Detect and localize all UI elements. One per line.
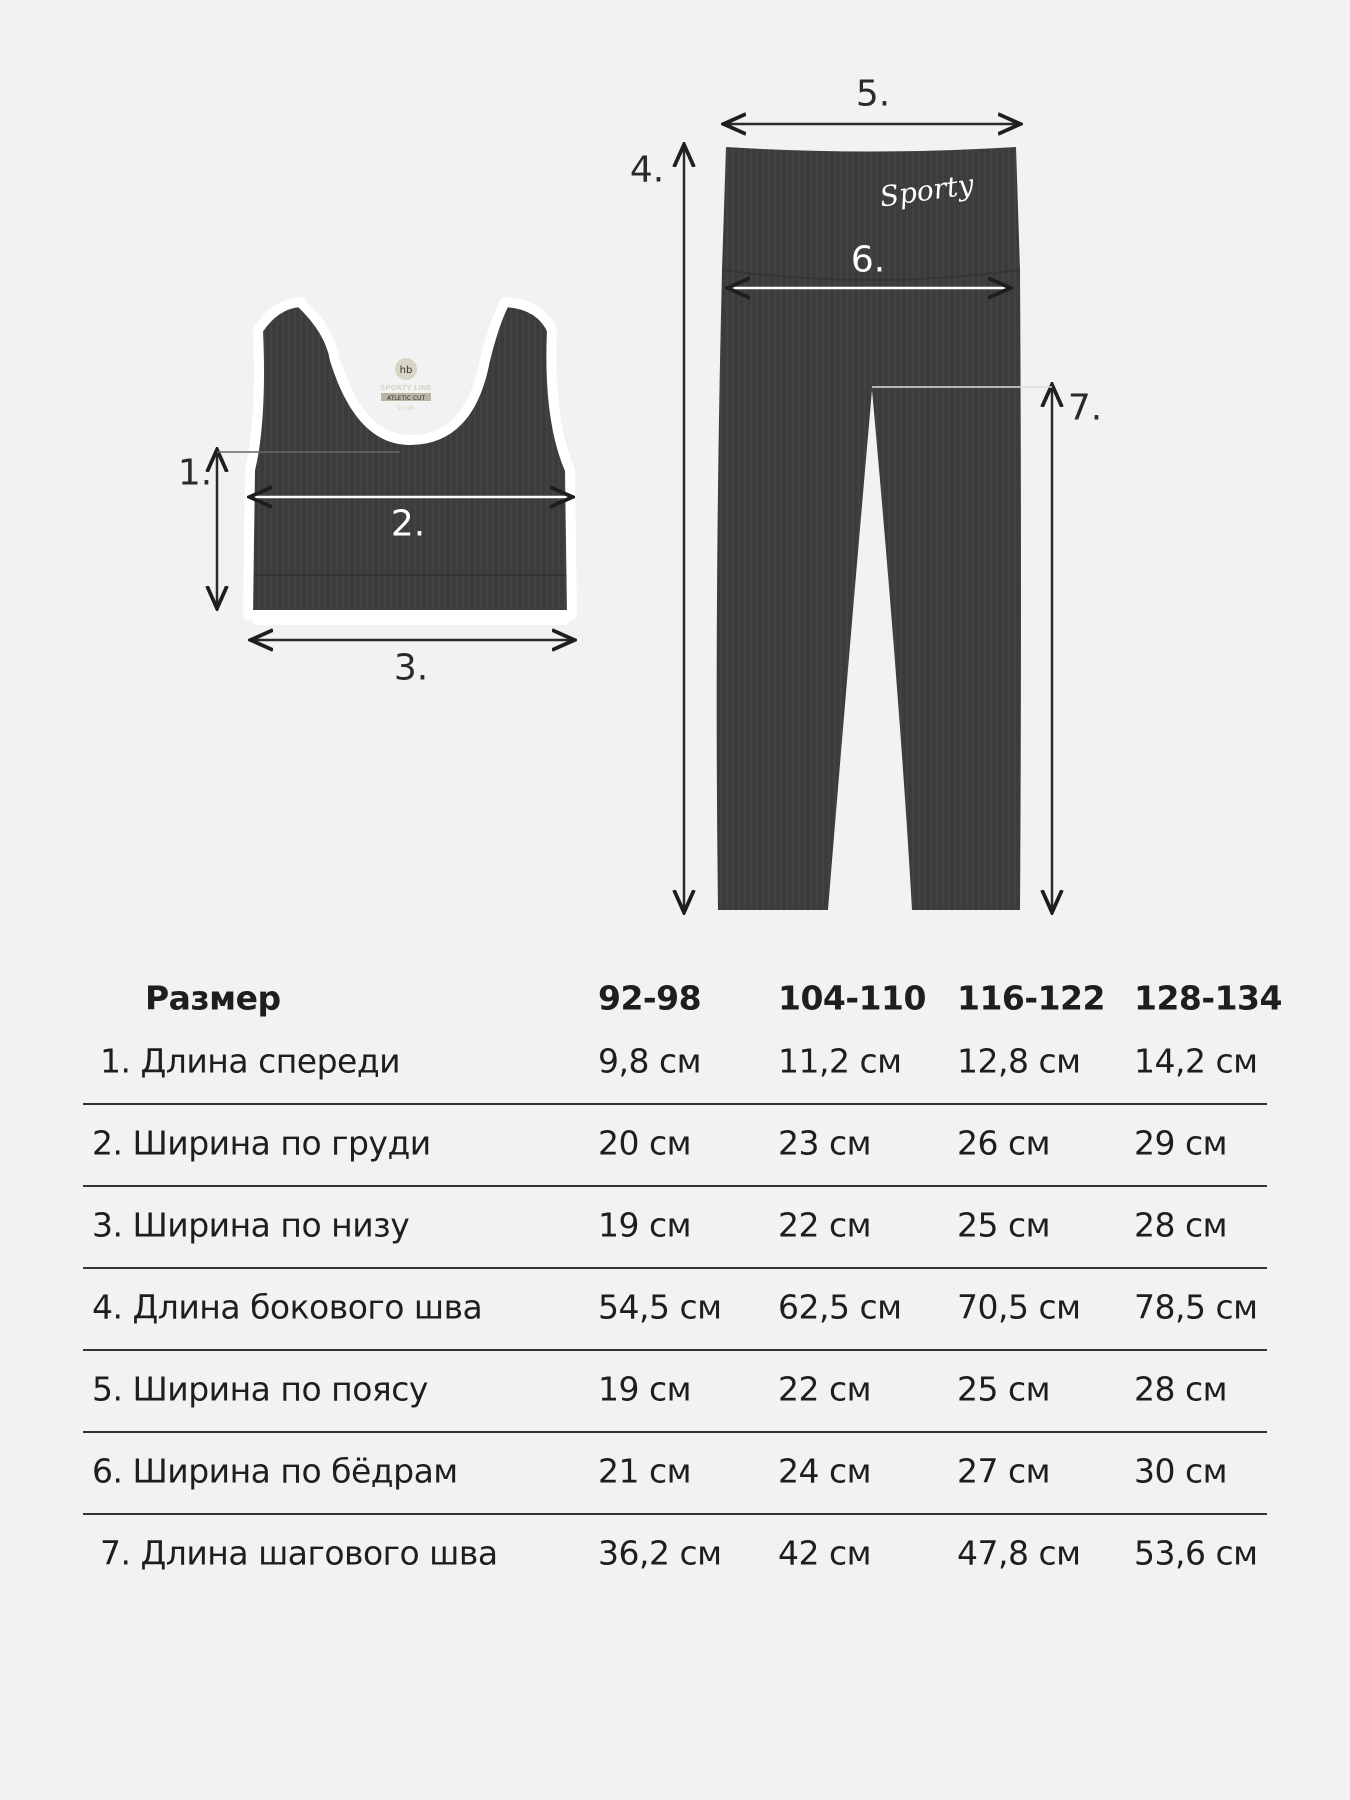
header-label: Размер xyxy=(145,978,281,1018)
row-label: 4. Длина бокового шва xyxy=(92,1287,483,1327)
row-divider xyxy=(83,1185,1267,1187)
row-value: 27 см xyxy=(957,1451,1051,1491)
row-value: 24 см xyxy=(778,1451,872,1491)
row-value: 30 см xyxy=(1134,1451,1228,1491)
header-size: 116-122 xyxy=(957,978,1105,1018)
label-3: 3. xyxy=(393,647,429,689)
row-divider xyxy=(83,1513,1267,1515)
label-6: 6. xyxy=(850,239,886,281)
row-divider xyxy=(83,1349,1267,1351)
row-value: 70,5 см xyxy=(957,1287,1081,1327)
row-value: 9,8 см xyxy=(598,1041,702,1081)
row-value: 62,5 см xyxy=(778,1287,902,1327)
row-value: 22 см xyxy=(778,1205,872,1245)
tag-size: 92-98 xyxy=(397,405,415,412)
row-label: 7. Длина шагового шва xyxy=(100,1533,498,1573)
row-divider xyxy=(83,1431,1267,1433)
row-value: 42 см xyxy=(778,1533,872,1573)
crop-top-image xyxy=(248,302,572,625)
row-value: 22 см xyxy=(778,1369,872,1409)
row-value: 11,2 см xyxy=(778,1041,902,1081)
row-divider xyxy=(83,1103,1267,1105)
tag-line1: SPORTY LINE xyxy=(380,384,432,392)
header-size: 92-98 xyxy=(598,978,702,1018)
row-value: 54,5 см xyxy=(598,1287,722,1327)
row-label: 3. Ширина по низу xyxy=(92,1205,410,1245)
label-2: 2. xyxy=(390,503,426,545)
row-label: 5. Ширина по поясу xyxy=(92,1369,428,1409)
row-value: 23 см xyxy=(778,1123,872,1163)
row-value: 53,6 см xyxy=(1134,1533,1258,1573)
row-value: 26 см xyxy=(957,1123,1051,1163)
sporty-print: Sporty xyxy=(877,167,976,214)
row-value: 47,8 см xyxy=(957,1533,1081,1573)
row-value: 14,2 см xyxy=(1134,1041,1258,1081)
row-value: 20 см xyxy=(598,1123,692,1163)
row-label: 2. Ширина по груди xyxy=(92,1123,431,1163)
row-label: 6. Ширина по бёдрам xyxy=(92,1451,458,1491)
label-4: 4. xyxy=(629,149,665,191)
row-value: 21 см xyxy=(598,1451,692,1491)
tag-line2: ATLETIC CUT xyxy=(386,395,426,402)
row-value: 19 см xyxy=(598,1205,692,1245)
row-value: 36,2 см xyxy=(598,1533,722,1573)
row-value: 78,5 см xyxy=(1134,1287,1258,1327)
tag-logo: hb xyxy=(399,365,413,376)
label-5: 5. xyxy=(855,73,891,115)
row-value: 19 см xyxy=(598,1369,692,1409)
row-value: 25 см xyxy=(957,1205,1051,1245)
row-value: 25 см xyxy=(957,1369,1051,1409)
row-value: 28 см xyxy=(1134,1369,1228,1409)
header-size: 128-134 xyxy=(1134,978,1282,1018)
row-value: 12,8 см xyxy=(957,1041,1081,1081)
row-divider xyxy=(83,1267,1267,1269)
row-label: 1. Длина спереди xyxy=(100,1041,401,1081)
label-1: 1. xyxy=(177,452,213,494)
row-value: 28 см xyxy=(1134,1205,1228,1245)
header-size: 104-110 xyxy=(778,978,926,1018)
label-7: 7. xyxy=(1067,387,1103,429)
row-value: 29 см xyxy=(1134,1123,1228,1163)
